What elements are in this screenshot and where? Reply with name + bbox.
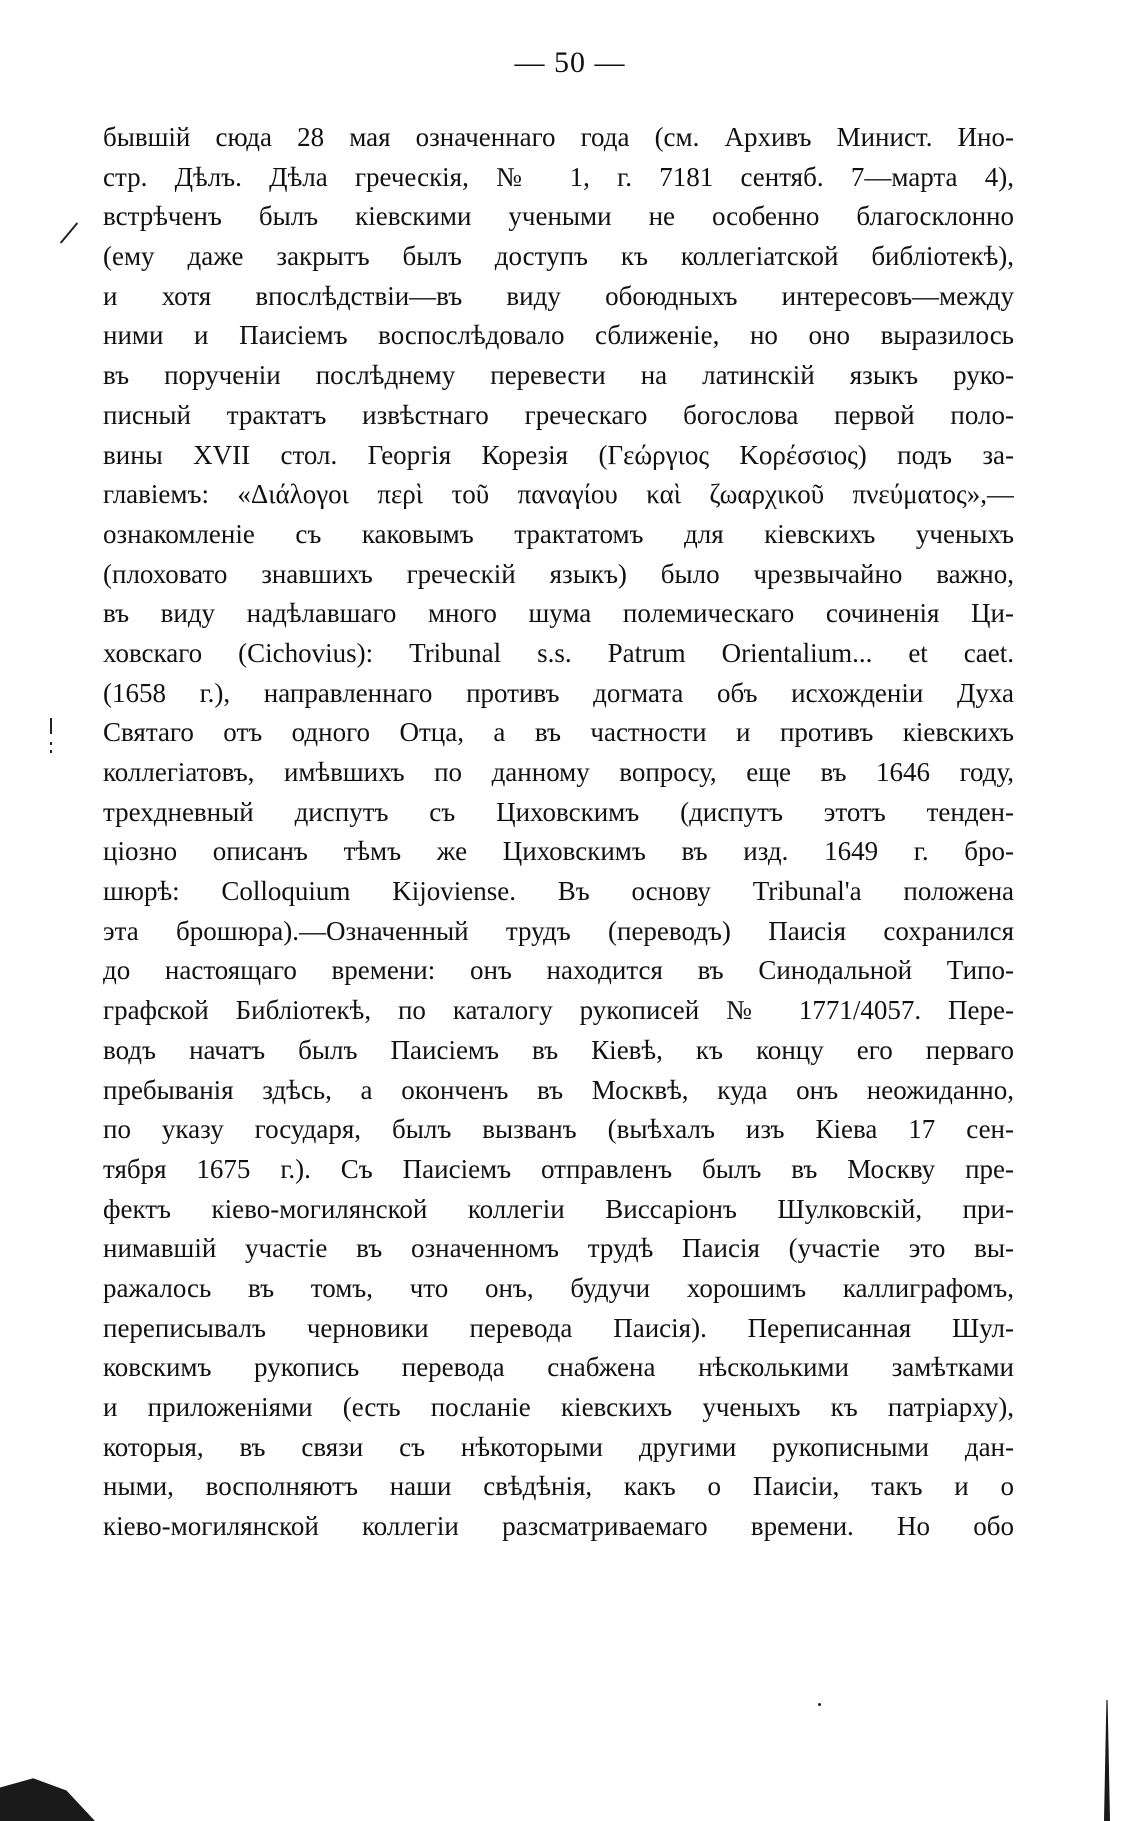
page-number: — 50 — xyxy=(514,46,626,79)
text-line: ховскаго (Cichovius): Tribunal s.s. Patrum Orientalium... et caet. xyxy=(103,637,1014,668)
margin-pencil-mark xyxy=(50,742,52,745)
text-line: пребыванія здѣсь, а оконченъ въ Москвѣ, куда онъ неожиданно, xyxy=(103,1074,1014,1105)
text-line: бывшій сюда 28 мая означеннаго года (см. Архивъ Минист. Ино- xyxy=(103,122,1014,152)
stray-dot xyxy=(818,1703,821,1706)
scan-corner-smudge xyxy=(0,1760,95,1821)
text-line: и хотя впослѣдствіи—въ виду обоюдныхъ интересовъ—между xyxy=(103,280,1014,311)
text-line: трехдневный диспутъ съ Циховскимъ (диспутъ этотъ тенден- xyxy=(103,796,1014,827)
text-line: ковскимъ рукопись перевода снабжена нѣсколькими замѣтками xyxy=(103,1352,1014,1383)
text-line: стр. Дѣлъ. Дѣла греческія, № 1, г. 7181 сентяб. 7—марта 4), xyxy=(103,161,1014,192)
text-line: (плоховато знавшихъ греческій языкъ) было чрезвычайно важно, xyxy=(103,558,1014,589)
body-text xyxy=(103,118,1014,1547)
scan-edge-mark xyxy=(1104,1700,1110,1821)
margin-pencil-mark xyxy=(50,718,52,734)
text-line: коллегіатовъ, имѣвшихъ по данному вопросу, еще въ 1646 году, xyxy=(103,757,1014,787)
text-line: ними и Паисіемъ воспослѣдовало сближеніе, но оно выразилось xyxy=(103,320,1014,351)
text-line: водъ начатъ былъ Паисіемъ въ Кіевѣ, къ концу его перваго xyxy=(103,1034,1014,1065)
text-line: которыя, въ связи съ нѣкоторыми другими рукописными дан- xyxy=(103,1431,1014,1462)
text-line: нимавшій участіе въ означенномъ трудѣ Паисія (участіе это вы- xyxy=(103,1233,1014,1264)
text-line: Святаго отъ одного Отца, а въ частности и противъ кіевскихъ xyxy=(103,717,1014,748)
text-line: кіево-могилянской коллегіи разсматриваемаго времени. Но обо xyxy=(103,1511,1014,1542)
text-line: переписывалъ черновики перевода Паисія). Переписанная Шул- xyxy=(103,1312,1014,1343)
text-line: вины XVII стол. Георгія Корезія (Γεώργιος Κορέσσιος) подъ за- xyxy=(103,439,1014,470)
text-line: тября 1675 г.). Съ Паисіемъ отправленъ былъ въ Москву пре- xyxy=(103,1153,1014,1184)
text-line: графской Библіотекѣ, по каталогу рукописей № 1771/4057. Пере- xyxy=(103,995,1014,1026)
text-line: ными, восполняютъ наши свѣдѣнія, какъ о Паисіи, такъ и о xyxy=(103,1471,1014,1502)
text-line: ціозно описанъ тѣмъ же Циховскимъ въ изд. 1649 г. бро- xyxy=(103,836,1014,867)
text-line: по указу государя, былъ вызванъ (выѣхалъ изъ Кіева 17 сен- xyxy=(103,1114,1014,1145)
text-line: фектъ кіево-могилянской коллегіи Виссаріонъ Шулковскій, при- xyxy=(103,1193,1014,1224)
text-line: (ему даже закрытъ былъ доступъ къ коллегіатской библіотекѣ), xyxy=(103,241,1014,272)
text-line: и приложеніями (есть посланіе кіевскихъ ученыхъ къ патріарху), xyxy=(103,1392,1014,1422)
text-line: встрѣченъ былъ кіевскими учеными не особенно благосклонно xyxy=(103,201,1014,232)
margin-pencil-mark xyxy=(60,222,78,243)
text-line: въ порученіи послѣднему перевести на латинскій языкъ руко- xyxy=(103,360,1014,391)
text-line: (1658 г.), направленнаго противъ догмата объ исхожденіи Духа xyxy=(103,677,1014,708)
text-line: ознакомленіе съ каковымъ трактатомъ для кіевскихъ ученыхъ xyxy=(103,518,1014,549)
text-line: писный трактатъ извѣстнаго греческаго богослова первой поло- xyxy=(103,399,1014,430)
text-line: главіемъ: «Διάλογοι περὶ τοῦ παναγίου καὶ ζωαρχικοῦ πνεύματος»,— xyxy=(103,479,1014,510)
text-line: ражалось въ томъ, что онъ, будучи хорошимъ каллиграфомъ, xyxy=(103,1272,1014,1303)
text-line: въ виду надѣлавшаго много шума полемическаго сочиненія Ци- xyxy=(103,598,1014,629)
margin-pencil-mark xyxy=(50,750,52,753)
text-line: шюрѣ: Colloquium Kijoviense. Въ основу Tribunal'а положена xyxy=(103,876,1014,907)
text-line: эта брошюра).—Означенный трудъ (переводъ) Паисія сохранился xyxy=(103,915,1014,946)
text-line: до настоящаго времени: онъ находится въ Синодальной Типо- xyxy=(103,955,1014,986)
